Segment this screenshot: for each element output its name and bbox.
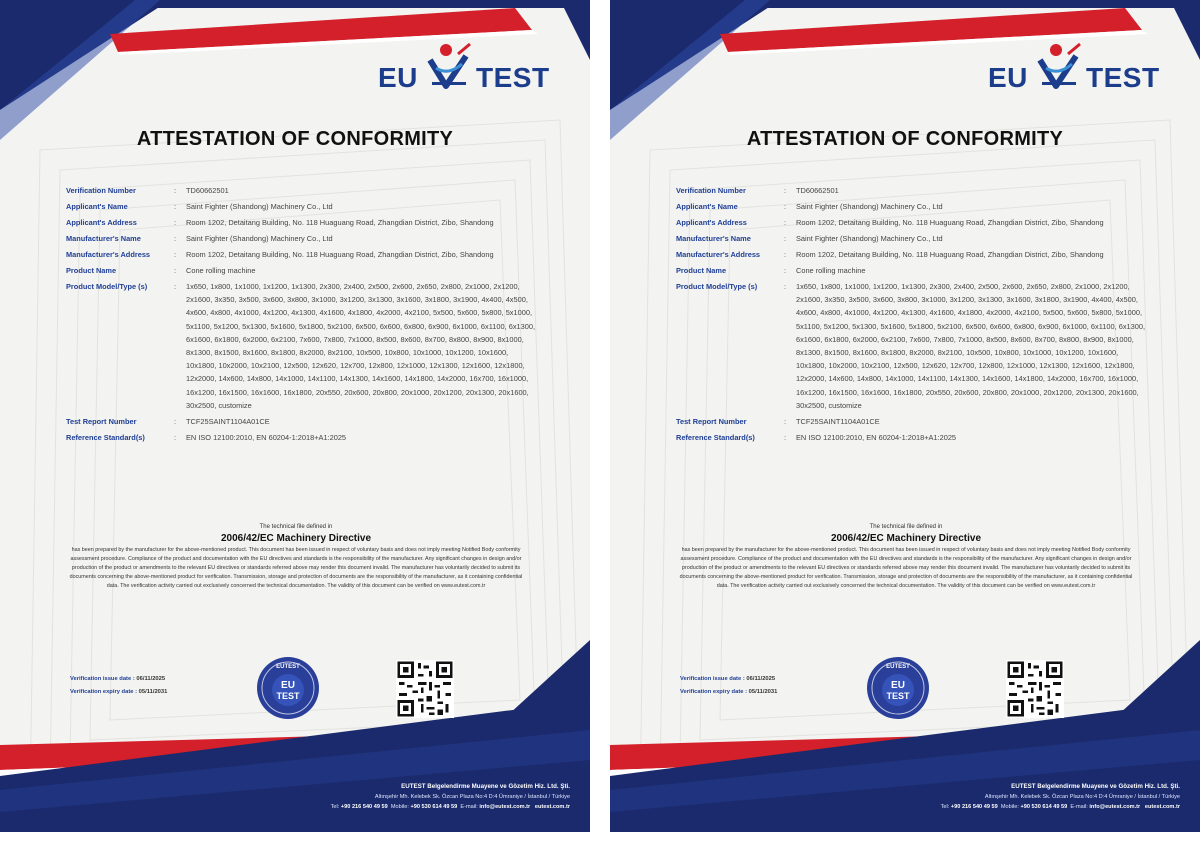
seal-center-bottom: TEST — [886, 691, 910, 701]
expiry-date-label: Verification expiry date : — [680, 689, 748, 695]
field-separator: : — [784, 250, 787, 259]
field-separator: : — [784, 234, 787, 243]
issue-date-value: 06/11/2025 — [136, 676, 166, 682]
certificate-title: ATTESTATION OF CONFORMITY — [136, 128, 454, 150]
expiry-date-row — [70, 686, 167, 699]
field-value: 1x650, 1x800, 1x1000, 1x1200, 1x1300, 2x300, 2x400, 2x500, 2x600, 2x650, 2x800, 2x1000, 2x1200, 2x1600, 3x350, 3x500, 3x600, 3x800, 3x1000, 3x1200, 3x1300, 3x1600, 3x1800, 3x1900, 4x400, 4x500, 4x600, 4x800, 4x1000, 4x1200, 4x1300, 4x1600, 4x1800, 4x2000, 4x2100, 5x500, 5x600, 5x800, 5x1000, 5x1100, 5x1200, 5x1300, 5x1600, 5x1800, 5x2100, 6x500, 6x600, 6x800, 6x900, 6x1000, 6x1100, 6x1300, 6x1600, 6x1800, 6x2000, 6x2100, 7x600, 7x800, 7x1000, 8x500, 8x600, 8x700, 8x800, 8x900, 8x1000, 8x1300, 8x1500, 8x1600, 8x1800, 8x2000, 8x2100, 10x500, 10x800, 10x1000, 10x1200, 10x1600, 10x1800, 10x2000, 10x2100, 12x500, 12x620, 12x700, 12x800, 12x1000, 12x1300, 12x1600, 12x1800, 12x2000, 14x600, 14x800, 14x1000, 14x1100, 14x1300, 14x1600, 14x1800, 14x2000, 16x700, 16x1000, 16x1200, 16x1500, 16x1600, 16x1800, 20x550, 20x600, 20x800, 20x1000, 20x1200, 20x1300, 20x1600, 30x2500, customize — [796, 282, 1146, 410]
eutest-seal-icon — [255, 655, 321, 721]
footer-tel-label: Tel: — [940, 804, 950, 810]
field-label: Verification Number — [66, 186, 136, 195]
field-label: Product Model/Type (s) — [66, 282, 148, 291]
technical-file-statement — [66, 523, 526, 591]
footer-tel: +90 216 540 49 59 — [340, 804, 388, 810]
logo-emblem-icon — [418, 38, 478, 94]
certificate-page-right — [610, 0, 1200, 832]
field-product-models — [676, 280, 1146, 412]
field-separator: : — [174, 433, 177, 443]
logo-emblem-icon — [1028, 38, 1088, 94]
technical-intro: The technical file defined in — [259, 524, 333, 530]
certificate-fields — [676, 184, 1146, 447]
logo-text-test: TEST — [476, 62, 550, 93]
footer-mobile-label: Mobile: — [1000, 804, 1019, 810]
field-value: Room 1202, Detaitang Building, No. 118 Huaguang Road, Zhangdian District, Zibo, Shandong — [796, 218, 1104, 227]
field-separator: : — [784, 433, 787, 443]
field-applicant-address — [66, 216, 536, 229]
field-verification-number — [66, 184, 536, 197]
field-separator: : — [784, 202, 787, 211]
footer-tel-label: Tel: — [330, 804, 340, 810]
field-value: Room 1202, Detaitang Building, No. 118 Huaguang Road, Zhangdian District, Zibo, Shandong — [186, 250, 494, 259]
field-label: Manufacturer's Address — [676, 250, 761, 259]
field-label: Applicant's Address — [66, 218, 137, 227]
seal-center-bottom: TEST — [276, 691, 300, 701]
technical-intro: The technical file defined in — [869, 524, 943, 530]
technical-body: has been prepared by the manufacturer for the above-mentioned product. This document has been issued in respect of voluntary basis and does not imply meeting Notified Body conformity assessment procedure. Compliance of the product and documentation with the EU directives and standards is the responsibility of the manufacturer. Any significant changes in design and/or production of the product or amendments to the relevant EU directives or standards referred above may render this document invalid. The manufacturer has voluntarily decided to submit its documents concerning the above-mentioned product for verification. Transmission, storage and protection of documents are the responsibility of the manufacturer, as it containing confidential data. The verification activity carried out exclusively concerned the technical documentation. The validity of this document can be verified on www.eutest.com.tr — [69, 547, 523, 589]
field-separator: : — [174, 234, 177, 243]
field-value: 1x650, 1x800, 1x1000, 1x1200, 1x1300, 2x300, 2x400, 2x500, 2x600, 2x650, 2x800, 2x1000, 2x1200, 2x1600, 3x350, 3x500, 3x600, 3x800, 3x1000, 3x1200, 3x1300, 3x1600, 3x1800, 3x1900, 4x400, 4x500, 4x600, 4x800, 4x1000, 4x1200, 4x1300, 4x1600, 4x1800, 4x2000, 4x2100, 5x500, 5x600, 5x800, 5x1000, 5x1100, 5x1200, 5x1300, 5x1600, 5x1800, 5x2100, 6x500, 6x600, 6x800, 6x900, 6x1000, 6x1100, 6x1300, 6x1600, 6x1800, 6x2000, 6x2100, 7x600, 7x800, 7x1000, 8x500, 8x600, 8x700, 8x800, 8x900, 8x1000, 8x1300, 8x1500, 8x1600, 8x1800, 8x2000, 8x2100, 10x500, 10x800, 10x1000, 10x1200, 10x1600, 10x1800, 10x2000, 10x2100, 12x500, 12x620, 12x700, 12x800, 12x1000, 12x1300, 12x1600, 12x1800, 12x2000, 14x600, 14x800, 14x1000, 14x1100, 14x1300, 14x1600, 14x1800, 14x2000, 16x700, 16x1000, 16x1200, 16x1500, 16x1600, 16x1800, 20x550, 20x600, 20x800, 20x1000, 20x1200, 20x1300, 20x1600, 30x2500, customize — [186, 282, 536, 410]
field-separator: : — [784, 266, 787, 275]
field-label: Manufacturer's Address — [66, 250, 151, 259]
issue-date-row — [680, 673, 777, 686]
field-applicant-name — [676, 200, 1146, 213]
footer-mobile-label: Mobile: — [390, 804, 409, 810]
field-separator: : — [174, 202, 177, 211]
field-value: TD60662501 — [796, 186, 839, 195]
field-applicant-name — [66, 200, 536, 213]
footer-website[interactable]: eutest.com.tr — [534, 804, 570, 810]
field-label: Applicant's Address — [676, 218, 747, 227]
expiry-date-value: 05/11/2031 — [748, 689, 778, 695]
footer-tel: +90 216 540 49 59 — [950, 804, 998, 810]
footer-contact — [730, 802, 1180, 812]
seal-top-text: EUTEST — [886, 664, 910, 670]
logo-text-test: TEST — [1086, 62, 1160, 93]
field-label: Product Model/Type (s) — [676, 282, 758, 291]
field-manufacturer-address — [66, 248, 536, 261]
field-separator: : — [784, 417, 787, 427]
field-reference-standards — [66, 431, 536, 444]
qr-code[interactable] — [396, 660, 454, 718]
footer-email-label: E-mail: — [460, 804, 478, 810]
directive-title: 2006/42/EC Machinery Directive — [830, 533, 982, 544]
field-label: Test Report Number — [676, 417, 747, 427]
field-label: Test Report Number — [66, 417, 137, 427]
field-value: Room 1202, Detaitang Building, No. 118 Huaguang Road, Zhangdian District, Zibo, Shandong — [796, 250, 1104, 259]
field-value: TCF25SAINT1104A01CE — [186, 417, 270, 427]
field-label: Product Name — [676, 266, 727, 275]
issue-date-label: Verification issue date : — [70, 676, 135, 682]
field-value: EN ISO 12100:2010, EN 60204-1:2018+A1:2025 — [186, 433, 347, 443]
issue-date-row — [70, 673, 167, 686]
footer-company: EUTEST Belgelendirme Muayene ve Gözetim Hiz. Ltd. Şti. — [401, 783, 570, 790]
field-manufacturer-name — [676, 232, 1146, 245]
seal-center-top: EU — [891, 680, 905, 691]
field-separator: : — [784, 282, 787, 291]
field-separator: : — [174, 218, 177, 227]
eutest-logo — [378, 38, 558, 98]
footer-contact — [120, 802, 570, 812]
field-value: Cone rolling machine — [186, 266, 256, 275]
footer-website[interactable]: eutest.com.tr — [1144, 804, 1180, 810]
field-label: Applicant's Name — [676, 202, 738, 211]
qr-code-icon — [396, 660, 454, 718]
field-label: Applicant's Name — [66, 202, 128, 211]
qr-code-icon — [1006, 660, 1064, 718]
technical-file-statement — [676, 523, 1136, 591]
expiry-date-row — [680, 686, 777, 699]
logo-text-eu: EU — [378, 62, 418, 93]
qr-code[interactable] — [1006, 660, 1064, 718]
field-separator: : — [174, 282, 177, 291]
certificate-title: ATTESTATION OF CONFORMITY — [746, 128, 1064, 150]
certificate-fields — [66, 184, 536, 447]
footer-company: EUTEST Belgelendirme Muayene ve Gözetim Hiz. Ltd. Şti. — [1011, 783, 1180, 790]
field-value: Cone rolling machine — [796, 266, 866, 275]
field-value: Saint Fighter (Shandong) Machinery Co., Ltd — [796, 234, 943, 243]
footer-mobile: +90 530 614 49 59 — [1020, 804, 1068, 810]
certificate-page-left — [0, 0, 590, 832]
field-test-report-number — [676, 415, 1146, 428]
field-product-name — [66, 264, 536, 277]
footer-address: Altınşehir Mh. Kelebek Sk. Özcan Plaza No:4 D:4 Ümraniye / İstanbul / Türkiye — [374, 794, 570, 800]
field-test-report-number — [66, 415, 536, 428]
directive-title: 2006/42/EC Machinery Directive — [220, 533, 372, 544]
seal-top-text: EUTEST — [276, 664, 300, 670]
issue-date-value: 06/11/2025 — [746, 676, 776, 682]
field-manufacturer-address — [676, 248, 1146, 261]
field-separator: : — [174, 417, 177, 427]
field-value: Room 1202, Detaitang Building, No. 118 Huaguang Road, Zhangdian District, Zibo, Shandong — [186, 218, 494, 227]
field-product-name — [676, 264, 1146, 277]
field-product-models — [66, 280, 536, 412]
field-separator: : — [174, 250, 177, 259]
verification-dates — [70, 673, 167, 699]
field-value: EN ISO 12100:2010, EN 60204-1:2018+A1:2025 — [796, 433, 957, 443]
field-applicant-address — [676, 216, 1146, 229]
eutest-logo — [988, 38, 1168, 98]
field-label: Verification Number — [676, 186, 746, 195]
technical-body: has been prepared by the manufacturer for the above-mentioned product. This document has been issued in respect of voluntary basis and does not imply meeting Notified Body conformity assessment procedure. Compliance of the product and documentation with the EU directives and standards is the responsibility of the manufacturer. Any significant changes in design and/or production of the product or amendments to the relevant EU directives or standards referred above may render this document invalid. The manufacturer has voluntarily decided to submit its documents concerning the above-mentioned product for verification. Transmission, storage and protection of documents are the responsibility of the manufacturer, as it containing confidential data. The verification activity carried out exclusively concerned the technical documentation. The validity of this document can be verified on www.eutest.com.tr — [679, 547, 1133, 589]
field-value: TD60662501 — [186, 186, 229, 195]
field-label: Reference Standard(s) — [66, 433, 145, 443]
footer-email[interactable]: info@eutest.com.tr — [1089, 804, 1141, 810]
field-reference-standards — [676, 431, 1146, 444]
field-label: Manufacturer's Name — [66, 234, 141, 243]
field-value: Saint Fighter (Shandong) Machinery Co., Ltd — [796, 202, 943, 211]
issue-date-label: Verification issue date : — [680, 676, 745, 682]
field-separator: : — [174, 266, 177, 275]
field-label: Reference Standard(s) — [676, 433, 755, 443]
field-value: TCF25SAINT1104A01CE — [796, 417, 880, 427]
field-value: Saint Fighter (Shandong) Machinery Co., Ltd — [186, 202, 333, 211]
footer-email[interactable]: info@eutest.com.tr — [479, 804, 531, 810]
certificate-footer — [730, 782, 1180, 812]
seal-center-top: EU — [281, 680, 295, 691]
field-value: Saint Fighter (Shandong) Machinery Co., Ltd — [186, 234, 333, 243]
field-label: Manufacturer's Name — [676, 234, 751, 243]
field-separator: : — [784, 218, 787, 227]
certificate-footer — [120, 782, 570, 812]
footer-mobile: +90 530 614 49 59 — [410, 804, 458, 810]
expiry-date-label: Verification expiry date : — [70, 689, 138, 695]
verification-dates — [680, 673, 777, 699]
field-separator: : — [784, 186, 787, 195]
footer-email-label: E-mail: — [1070, 804, 1088, 810]
expiry-date-value: 05/11/2031 — [138, 689, 168, 695]
logo-text-eu: EU — [988, 62, 1028, 93]
field-label: Product Name — [66, 266, 117, 275]
field-verification-number — [676, 184, 1146, 197]
footer-address: Altınşehir Mh. Kelebek Sk. Özcan Plaza No:4 D:4 Ümraniye / İstanbul / Türkiye — [984, 794, 1180, 800]
field-separator: : — [174, 186, 177, 195]
eutest-seal-icon — [865, 655, 931, 721]
field-manufacturer-name — [66, 232, 536, 245]
